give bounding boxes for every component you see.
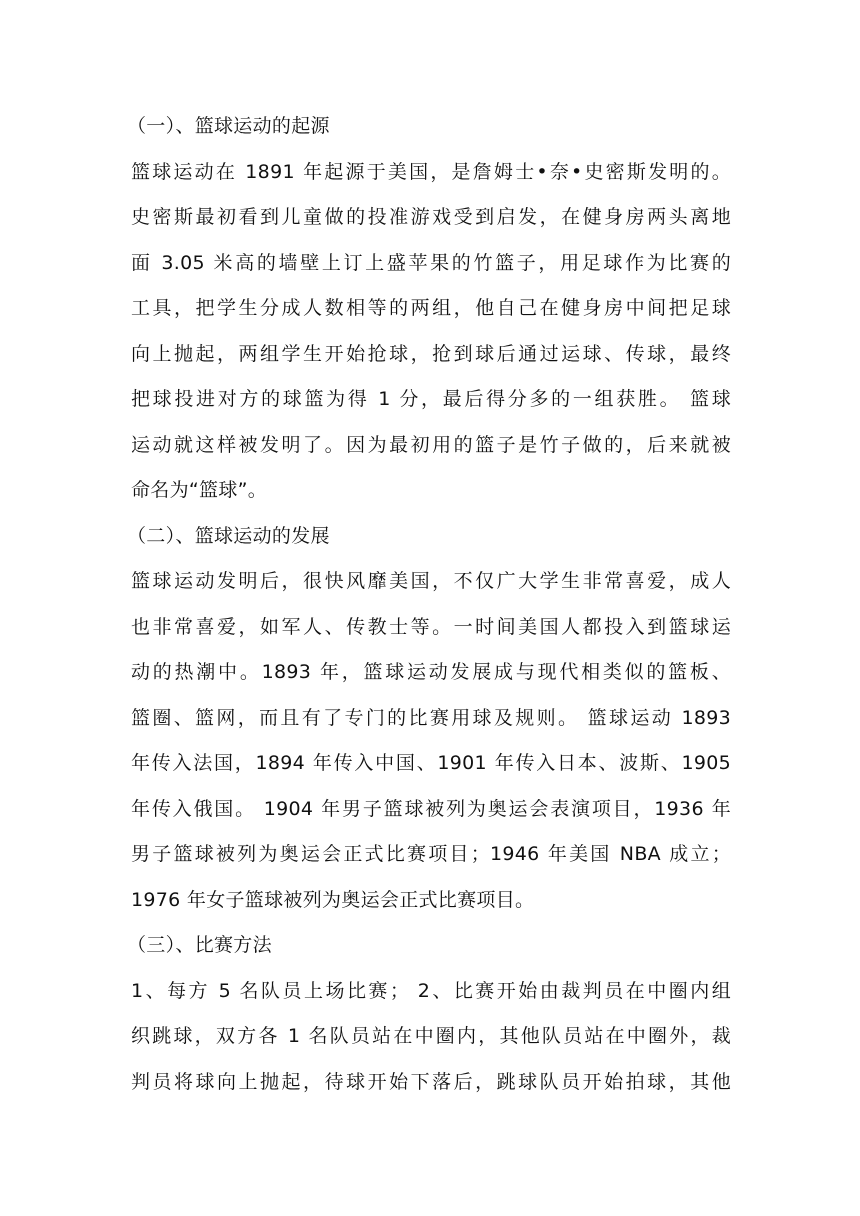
paragraph-origin [131,150,731,514]
text-line: 男子篮球被列为奥运会正式比赛项目；1946 年美国 NBA 成立； [131,843,731,865]
text-line: 史密斯最初看到儿童做的投准游戏受到启发，在健身房两头离地 [131,206,731,228]
section-heading-rules: （三）、比赛方法 [127,934,272,956]
text-line: 1976 年女子篮球被列为奥运会正式比赛项目。 [131,888,535,911]
text-line: 面 3.05 米高的墙壁上订上盛苹果的竹篮子，用足球作为比赛的 [131,251,731,274]
text-line: 年传入俄国。 1904 年男子篮球被列为奥运会表演项目，1936 年 [131,797,731,820]
text-line: 1、每方 5 名队员上场比赛； 2、比赛开始由裁判员在中圈内组 [131,979,731,1002]
paragraph-rules [131,969,731,1106]
text-line: 动的热潮中。1893 年，篮球运动发展成与现代相类似的篮板、 [131,661,731,683]
document-body [127,104,731,1105]
text-line: 篮球运动在 1891 年起源于美国，是詹姆士•奈•史密斯发明的。 [131,160,731,183]
text-line: 篮球运动发明后，很快风靡美国，不仅广大学生非常喜爱，成人 [131,570,731,592]
text-line: 工具，把学生分成人数相等的两组，他自己在健身房中间把足球 [131,297,731,319]
text-line: 判员将球向上抛起，待球开始下落后，跳球队员开始拍球，其他 [131,1070,731,1093]
text-line: 也非常喜爱，如军人、传教士等。一时间美国人都投入到篮球运 [131,615,731,638]
text-line: 篮圈、篮网，而且有了专门的比赛用球及规则。 篮球运动 1893 [131,706,731,729]
section-origin [127,104,731,514]
section-rules [127,923,731,1105]
text-line: 向上抛起，两组学生开始抢球，抢到球后通过运球、传球，最终 [131,342,731,365]
section-heading-origin: （一）、篮球运动的起源 [127,115,330,137]
text-line: 命名为“篮球”。 [131,479,268,501]
paragraph-development [131,559,731,923]
text-line: 运动就这样被发明了。因为最初用的篮子是竹子做的，后来就被 [131,433,731,456]
section-heading-development: （二）、篮球运动的发展 [127,524,330,547]
text-line: 织跳球，双方各 1 名队员站在中圈内，其他队员站在中圈外，裁 [131,1025,731,1047]
text-line: 年传入法国，1894 年传入中国、1901 年传入日本、波斯、1905 [131,752,731,774]
text-line: 把球投进对方的球篮为得 1 分，最后得分多的一组获胜。 篮球 [131,388,731,410]
section-development [127,514,731,924]
